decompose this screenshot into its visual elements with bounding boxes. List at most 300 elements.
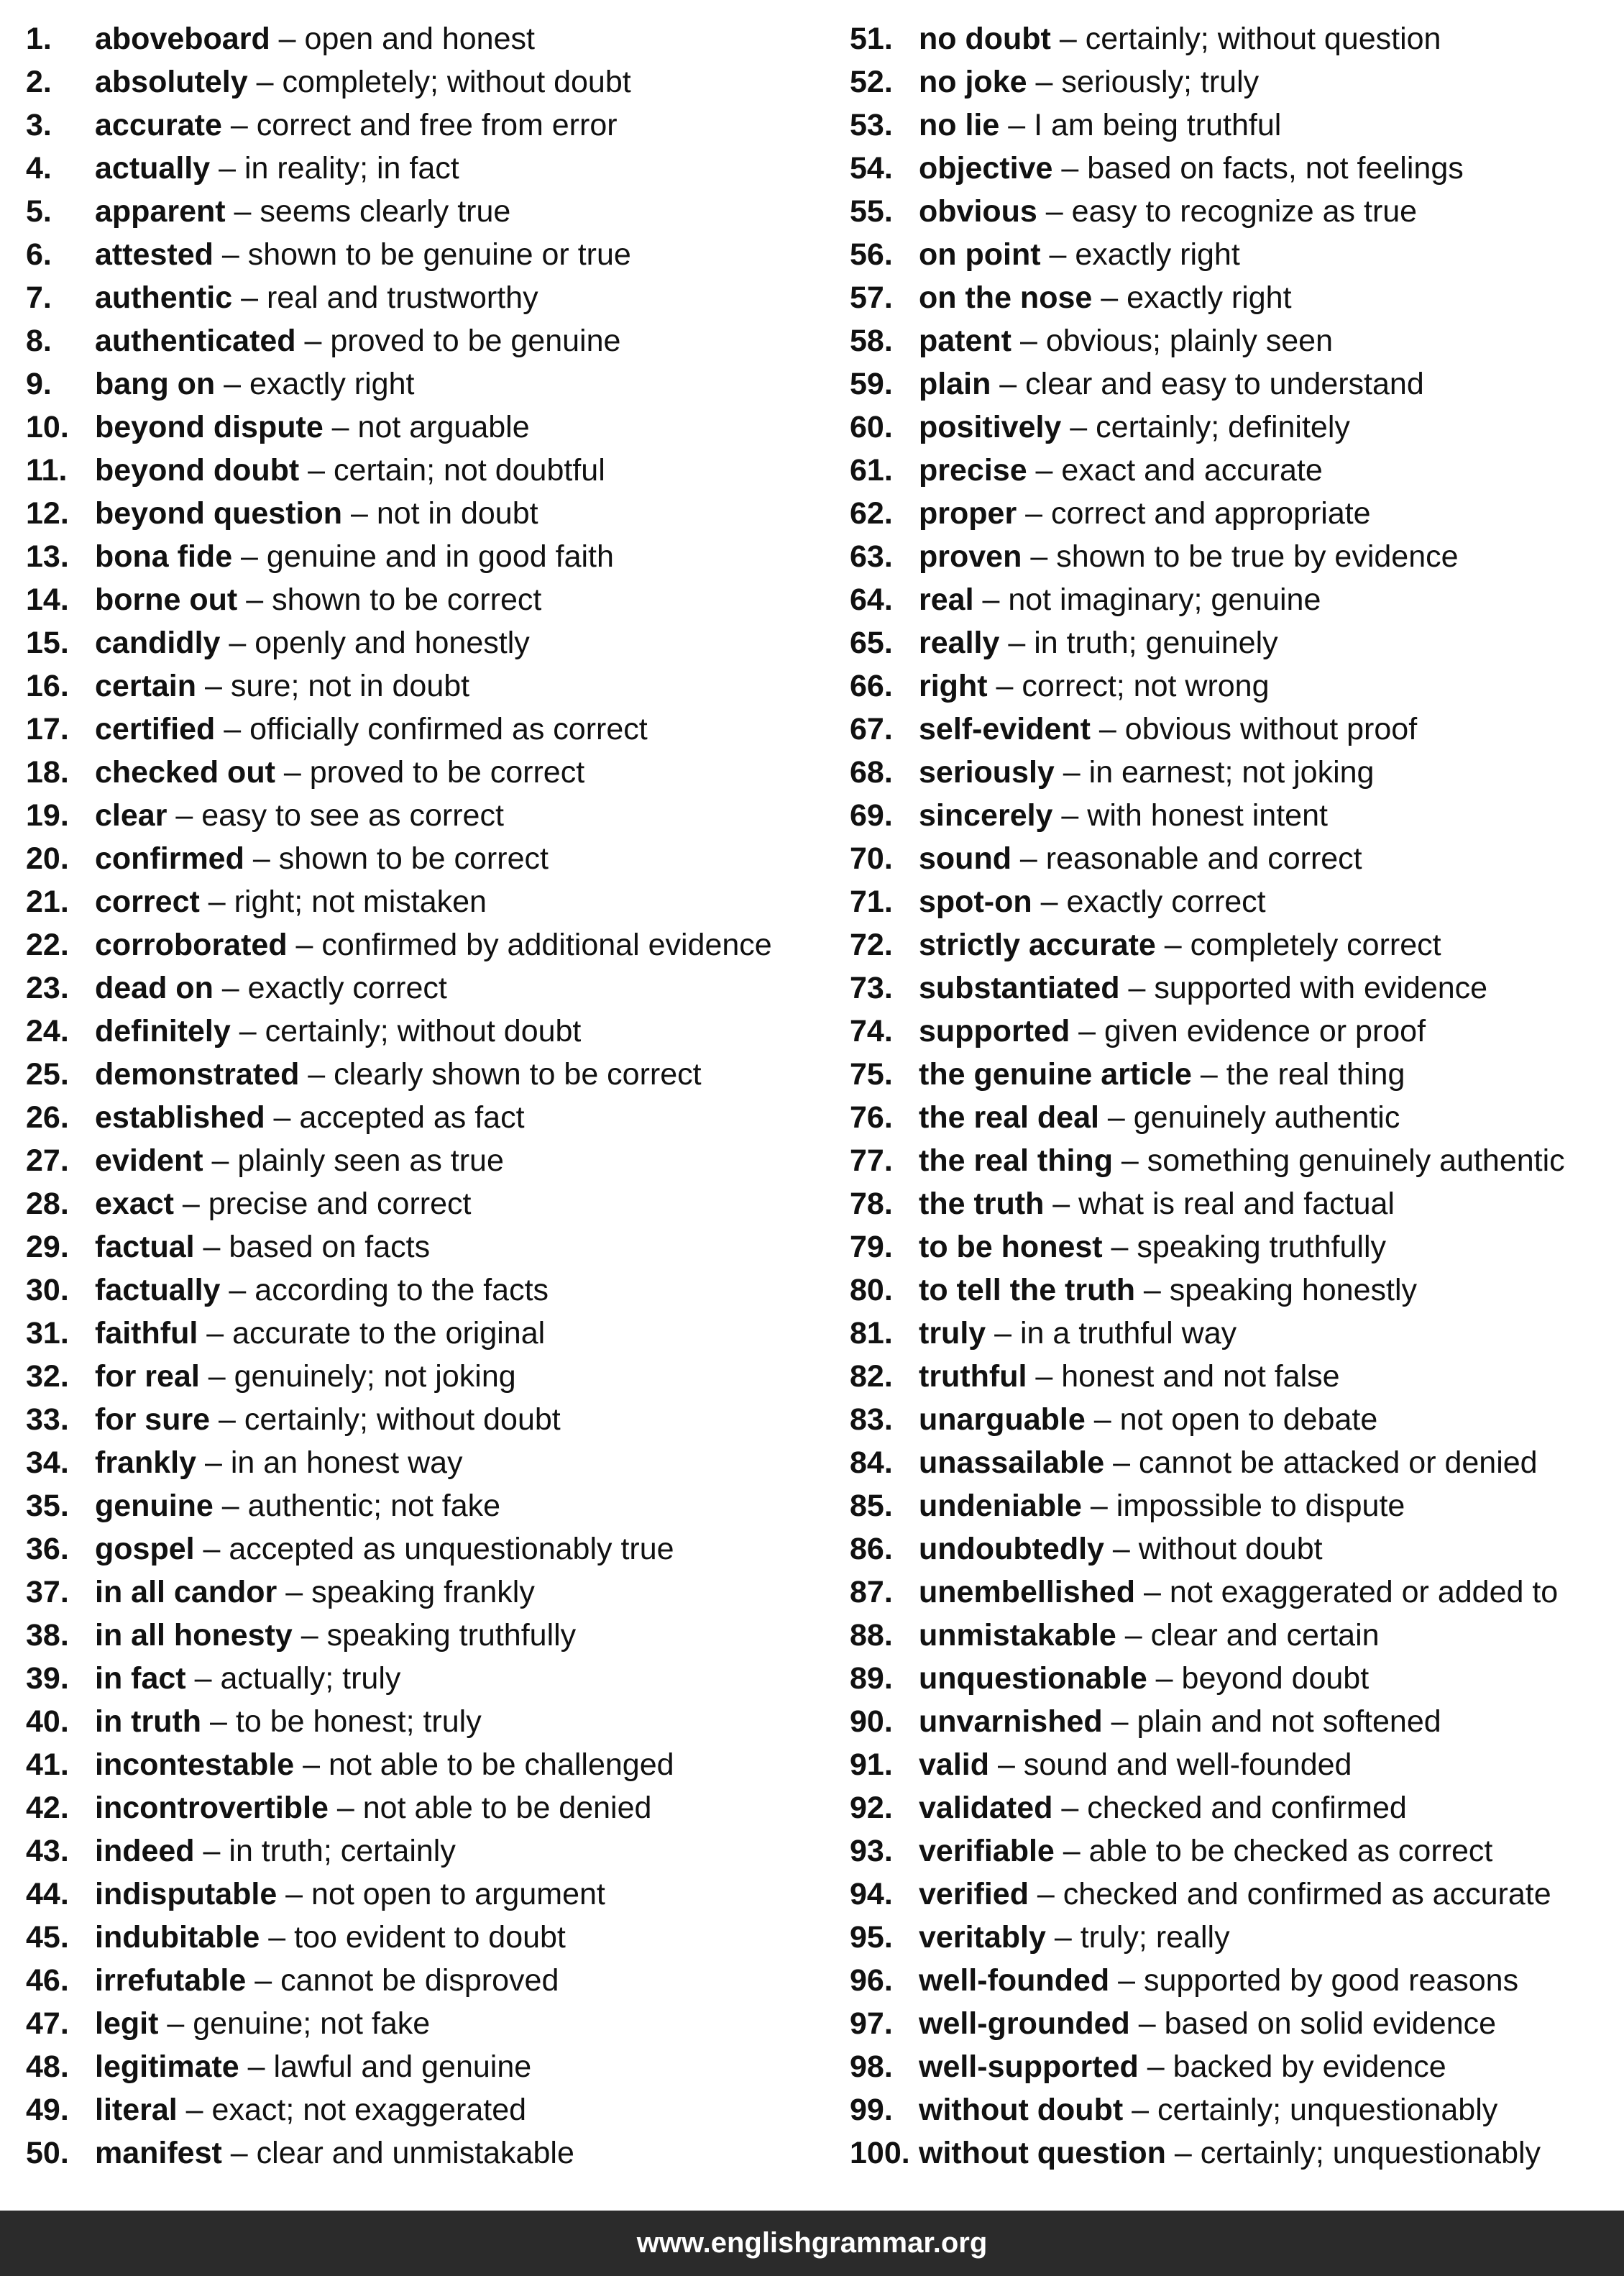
item-definition: obvious; plainly seen [1045, 324, 1334, 358]
item-separator: – [1134, 1273, 1170, 1307]
item-separator: – [199, 885, 234, 919]
item-text [95, 1916, 566, 1959]
item-text [95, 535, 614, 578]
item-number: 47. [26, 2006, 69, 2041]
item-number: 68. [850, 755, 893, 790]
item-word: objective [919, 151, 1053, 186]
item-definition: certainly; definitely [1096, 410, 1350, 444]
item-text [919, 1096, 1400, 1139]
item-word: frankly [95, 1445, 197, 1480]
item-word: sound [919, 841, 1011, 876]
list-item [850, 578, 1624, 621]
list-item [850, 1225, 1624, 1269]
list-item [26, 1441, 838, 1484]
item-separator: – [1102, 1230, 1137, 1264]
item-separator: – [1037, 194, 1072, 229]
item-separator: – [986, 1316, 1020, 1350]
item-word: authentic [95, 280, 233, 315]
list-item [850, 751, 1624, 794]
item-number: 64. [850, 582, 893, 617]
item-separator: – [260, 1920, 295, 1955]
item-number: 100. [850, 2136, 910, 2170]
item-number: 87. [850, 1575, 893, 1609]
item-word: literal [95, 2093, 178, 2127]
item-separator: – [1147, 1661, 1182, 1696]
item-number: 4. [26, 151, 52, 186]
item-definition: honest and not false [1061, 1359, 1340, 1394]
list-item [26, 1527, 838, 1571]
list-item [26, 2002, 838, 2045]
item-definition: authentic; not fake [247, 1489, 501, 1523]
list-item [26, 17, 838, 60]
item-text [95, 621, 530, 664]
item-word: no lie [919, 108, 1000, 142]
item-text [95, 319, 620, 362]
item-word: truthful [919, 1359, 1027, 1394]
item-number: 78. [850, 1187, 893, 1221]
item-word: manifest [95, 2136, 222, 2170]
list-item [850, 1916, 1624, 1959]
item-separator: – [198, 1316, 233, 1350]
list-item [26, 190, 838, 233]
item-text [95, 1441, 463, 1484]
item-word: aboveboard [95, 22, 270, 56]
item-definition: checked and confirmed as accurate [1063, 1877, 1551, 1911]
item-word: absolutely [95, 65, 248, 99]
item-word: authenticated [95, 324, 296, 358]
item-separator: – [167, 798, 202, 833]
item-number: 73. [850, 971, 893, 1005]
item-definition: clearly shown to be correct [334, 1057, 702, 1092]
item-word: to be honest [919, 1230, 1103, 1264]
item-separator: – [221, 108, 257, 142]
item-number: 11. [26, 453, 68, 488]
item-definition: certain; not doubtful [334, 453, 605, 488]
item-number: 79. [850, 1230, 893, 1264]
item-text [919, 1355, 1340, 1398]
item-definition: sound and well-founded [1023, 1747, 1352, 1782]
item-separator: – [1052, 151, 1088, 186]
item-word: sincerely [919, 798, 1053, 833]
item-separator: – [220, 626, 255, 660]
item-definition: accurate to the original [232, 1316, 546, 1350]
item-separator: – [1052, 1791, 1088, 1825]
item-number: 57. [850, 280, 893, 315]
item-number: 94. [850, 1877, 893, 1911]
item-text [95, 1225, 430, 1269]
item-definition: accepted as fact [299, 1100, 525, 1135]
list-item [850, 1571, 1624, 1614]
item-definition: lawful and genuine [273, 2049, 532, 2084]
item-definition: certainly; unquestionably [1157, 2093, 1498, 2127]
item-definition: supported by good reasons [1143, 1963, 1519, 1998]
list-item [26, 1139, 838, 1182]
item-definition: seems clearly true [260, 194, 511, 229]
item-text [919, 60, 1259, 104]
list-item [850, 362, 1624, 406]
item-definition: certainly; without doubt [244, 1402, 561, 1437]
item-definition: according to the facts [254, 1273, 549, 1307]
item-separator: – [1155, 928, 1191, 962]
item-definition: exactly correct [247, 971, 447, 1005]
item-definition: without doubt [1138, 1532, 1323, 1566]
item-definition: genuine; not fake [193, 2006, 431, 2041]
item-number: 76. [850, 1100, 893, 1135]
list-item [26, 1312, 838, 1355]
item-number: 65. [850, 626, 893, 660]
item-word: truly [919, 1316, 986, 1350]
item-number: 36. [26, 1532, 69, 1566]
item-number: 18. [26, 755, 69, 790]
item-word: beyond question [95, 496, 342, 531]
item-word: positively [919, 410, 1062, 444]
item-word: obvious [919, 194, 1037, 229]
item-number: 84. [850, 1445, 893, 1480]
item-separator: – [194, 1834, 229, 1868]
item-definition: based on facts [229, 1230, 431, 1264]
item-number: 15. [26, 626, 69, 660]
item-text [919, 1527, 1323, 1571]
item-number: 81. [850, 1316, 893, 1350]
item-text [95, 1527, 674, 1571]
item-definition: sure; not in doubt [230, 669, 470, 703]
item-word: verifiable [919, 1834, 1055, 1868]
item-definition: shown to be genuine or true [247, 237, 631, 272]
item-text [95, 1829, 456, 1873]
item-separator: – [232, 539, 267, 574]
item-number: 3. [26, 108, 52, 142]
list-item [850, 664, 1624, 708]
item-separator: – [323, 410, 358, 444]
item-definition: certainly; without doubt [265, 1014, 582, 1048]
item-number: 27. [26, 1143, 69, 1178]
item-definition: cannot be disproved [280, 1963, 559, 1998]
item-word: incontestable [95, 1747, 295, 1782]
item-word: correct [95, 885, 200, 919]
item-word: demonstrated [95, 1057, 300, 1092]
item-number: 67. [850, 712, 893, 746]
item-word: factual [95, 1230, 195, 1264]
item-separator: – [342, 496, 377, 531]
item-separator: – [1061, 410, 1096, 444]
item-text [919, 1312, 1237, 1355]
item-separator: – [292, 1618, 327, 1653]
item-separator: – [1116, 1618, 1151, 1653]
item-separator: – [158, 2006, 193, 2041]
item-text [95, 362, 414, 406]
item-text [95, 1959, 559, 2002]
item-word: dead on [95, 971, 214, 1005]
item-text [919, 492, 1371, 535]
item-word: definitely [95, 1014, 231, 1048]
item-number: 31. [26, 1316, 69, 1350]
item-word: for real [95, 1359, 200, 1394]
list-item [26, 492, 838, 535]
item-number: 71. [850, 885, 893, 919]
item-definition: able to be checked as correct [1088, 1834, 1493, 1868]
item-definition: backed by evidence [1173, 2049, 1446, 2084]
item-text [95, 1786, 651, 1829]
item-separator: – [220, 1273, 255, 1307]
item-definition: in a truthful way [1020, 1316, 1237, 1350]
list-item [26, 794, 838, 837]
item-text [95, 880, 487, 923]
item-definition: not arguable [357, 410, 530, 444]
item-text [95, 2045, 531, 2088]
list-item [850, 233, 1624, 276]
item-number: 21. [26, 885, 69, 919]
item-text [95, 1398, 561, 1441]
item-text [919, 2045, 1446, 2088]
item-word: unembellished [919, 1575, 1136, 1609]
item-separator: – [213, 1489, 248, 1523]
item-separator: – [299, 1057, 334, 1092]
item-number: 8. [26, 324, 52, 358]
item-word: proper [919, 496, 1017, 531]
item-word: checked out [95, 755, 275, 790]
item-definition: impossible to dispute [1116, 1489, 1405, 1523]
list-item [850, 621, 1624, 664]
item-definition: genuinely authentic [1133, 1100, 1400, 1135]
item-separator: – [173, 1187, 208, 1221]
item-separator: – [247, 65, 283, 99]
item-text [95, 449, 605, 492]
item-number: 92. [850, 1791, 893, 1825]
item-separator: – [973, 582, 1009, 617]
item-word: validated [919, 1791, 1053, 1825]
item-definition: completely; without doubt [282, 65, 631, 99]
item-definition: speaking honestly [1169, 1273, 1418, 1307]
list-item [850, 1829, 1624, 1873]
item-definition: exactly correct [1066, 885, 1266, 919]
item-definition: seriously; truly [1061, 65, 1260, 99]
item-definition: obvious without proof [1124, 712, 1418, 746]
item-definition: shown to be correct [278, 841, 549, 876]
item-text [95, 104, 618, 147]
item-definition: not open to argument [311, 1877, 605, 1911]
item-separator: – [277, 1575, 312, 1609]
item-separator: – [1104, 1445, 1139, 1480]
item-text [919, 1225, 1386, 1269]
item-separator: – [196, 669, 231, 703]
item-separator: – [1129, 2006, 1165, 2041]
item-number: 30. [26, 1273, 69, 1307]
item-word: real [919, 582, 974, 617]
item-definition: accepted as unquestionably true [229, 1532, 674, 1566]
item-separator: – [277, 1877, 312, 1911]
list-item [26, 449, 838, 492]
list-item [26, 621, 838, 664]
item-word: on the nose [919, 280, 1093, 315]
item-definition: not exaggerated or added to [1169, 1575, 1559, 1609]
list-item [850, 319, 1624, 362]
item-text [919, 1700, 1441, 1743]
list-item [850, 1269, 1624, 1312]
item-text [95, 17, 535, 60]
list-item [850, 837, 1624, 880]
item-word: patent [919, 324, 1011, 358]
item-text [95, 190, 510, 233]
list-item [850, 1700, 1624, 1743]
item-text [95, 1700, 482, 1743]
list-item [26, 923, 838, 966]
list-item [26, 1484, 838, 1527]
item-text [95, 664, 469, 708]
item-definition: speaking truthfully [1137, 1230, 1387, 1264]
item-separator: – [1098, 1100, 1134, 1135]
item-separator: – [215, 367, 250, 401]
list-item [26, 535, 838, 578]
item-word: legitimate [95, 2049, 239, 2084]
list-item [850, 104, 1624, 147]
item-definition: cannot be attacked or denied [1138, 1445, 1538, 1480]
item-word: gospel [95, 1532, 195, 1566]
item-text [919, 233, 1240, 276]
item-separator: – [1123, 2093, 1157, 2127]
item-number: 6. [26, 237, 52, 272]
item-separator: – [1085, 1402, 1120, 1437]
item-number: 63. [850, 539, 893, 574]
item-definition: confirmed by additional evidence [321, 928, 772, 962]
item-text [95, 276, 538, 319]
word-list-left-column [26, 17, 838, 2175]
list-item [26, 147, 838, 190]
item-separator: – [1119, 971, 1155, 1005]
list-item [26, 1700, 838, 1743]
item-number: 46. [26, 1963, 69, 1998]
item-number: 58. [850, 324, 893, 358]
item-number: 53. [850, 108, 893, 142]
item-definition: precise and correct [208, 1187, 472, 1221]
list-item [850, 1441, 1624, 1484]
item-number: 40. [26, 1704, 69, 1739]
item-word: bona fide [95, 539, 233, 574]
item-separator: – [237, 582, 272, 617]
item-word: evident [95, 1143, 203, 1178]
list-item [26, 1959, 838, 2002]
item-number: 52. [850, 65, 893, 99]
item-text [919, 1398, 1377, 1441]
item-text [95, 147, 459, 190]
item-number: 49. [26, 2093, 69, 2127]
item-text [95, 1269, 549, 1312]
item-number: 39. [26, 1661, 69, 1696]
item-number: 86. [850, 1532, 893, 1566]
list-item [850, 147, 1624, 190]
item-number: 99. [850, 2093, 893, 2127]
list-item [26, 1916, 838, 1959]
item-definition: given evidence or proof [1104, 1014, 1426, 1048]
item-separator: – [1104, 1532, 1139, 1566]
item-definition: plainly seen as true [237, 1143, 504, 1178]
list-item [26, 276, 838, 319]
item-word: proven [919, 539, 1022, 574]
item-text [919, 966, 1487, 1010]
item-word: the genuine article [919, 1057, 1192, 1092]
item-number: 75. [850, 1057, 893, 1092]
item-definition: too evident to doubt [294, 1920, 566, 1955]
item-number: 37. [26, 1575, 69, 1609]
list-item [26, 1657, 838, 1700]
item-text [919, 708, 1417, 751]
item-word: certain [95, 669, 197, 703]
item-text [95, 1355, 516, 1398]
item-word: actually [95, 151, 211, 186]
item-separator: – [265, 1100, 300, 1135]
item-separator: – [991, 367, 1026, 401]
item-definition: not in doubt [376, 496, 538, 531]
item-separator: – [1054, 755, 1089, 790]
list-item [26, 1053, 838, 1096]
list-item [26, 60, 838, 104]
footer-bar [0, 2211, 1624, 2276]
item-word: precise [919, 453, 1027, 488]
item-separator: – [299, 453, 334, 488]
item-number: 19. [26, 798, 69, 833]
item-word: the real deal [919, 1100, 1099, 1135]
item-word: apparent [95, 194, 226, 229]
item-number: 70. [850, 841, 893, 876]
item-definition: not able to be challenged [328, 1747, 674, 1782]
item-number: 9. [26, 367, 52, 401]
item-word: valid [919, 1747, 989, 1782]
item-separator: – [246, 1963, 281, 1998]
item-word: well-founded [919, 1963, 1110, 1998]
list-item [850, 1010, 1624, 1053]
item-text [919, 276, 1292, 319]
item-word: irrefutable [95, 1963, 247, 1998]
item-text [919, 664, 1270, 708]
item-separator: – [1028, 1877, 1063, 1911]
item-definition: exactly right [1075, 237, 1240, 272]
item-number: 35. [26, 1489, 69, 1523]
item-number: 83. [850, 1402, 893, 1437]
item-separator: – [225, 194, 260, 229]
list-item [850, 1182, 1624, 1225]
item-separator: – [201, 1704, 236, 1739]
item-text [919, 880, 1266, 923]
list-item [26, 837, 838, 880]
item-separator: – [213, 971, 248, 1005]
item-definition: checked and confirmed [1087, 1791, 1407, 1825]
item-text [919, 2131, 1541, 2175]
item-definition: in truth; certainly [229, 1834, 456, 1868]
item-word: in all honesty [95, 1618, 293, 1653]
item-word: borne out [95, 582, 238, 617]
item-text [919, 1873, 1551, 1916]
item-number: 20. [26, 841, 69, 876]
list-item [850, 406, 1624, 449]
item-number: 25. [26, 1057, 69, 1092]
item-text [919, 17, 1441, 60]
item-separator: – [1112, 1143, 1147, 1178]
list-item [26, 1225, 838, 1269]
item-number: 72. [850, 928, 893, 962]
list-item [26, 1096, 838, 1139]
item-definition: in earnest; not joking [1088, 755, 1375, 790]
item-word: attested [95, 237, 214, 272]
list-item [850, 794, 1624, 837]
item-separator: – [199, 1359, 234, 1394]
item-text [919, 1571, 1558, 1614]
item-definition: something genuinely authentic [1147, 1143, 1565, 1178]
item-definition: supported with evidence [1154, 971, 1488, 1005]
list-item [850, 923, 1624, 966]
item-separator: – [328, 1791, 363, 1825]
list-item [26, 1182, 838, 1225]
list-item [26, 233, 838, 276]
item-number: 93. [850, 1834, 893, 1868]
